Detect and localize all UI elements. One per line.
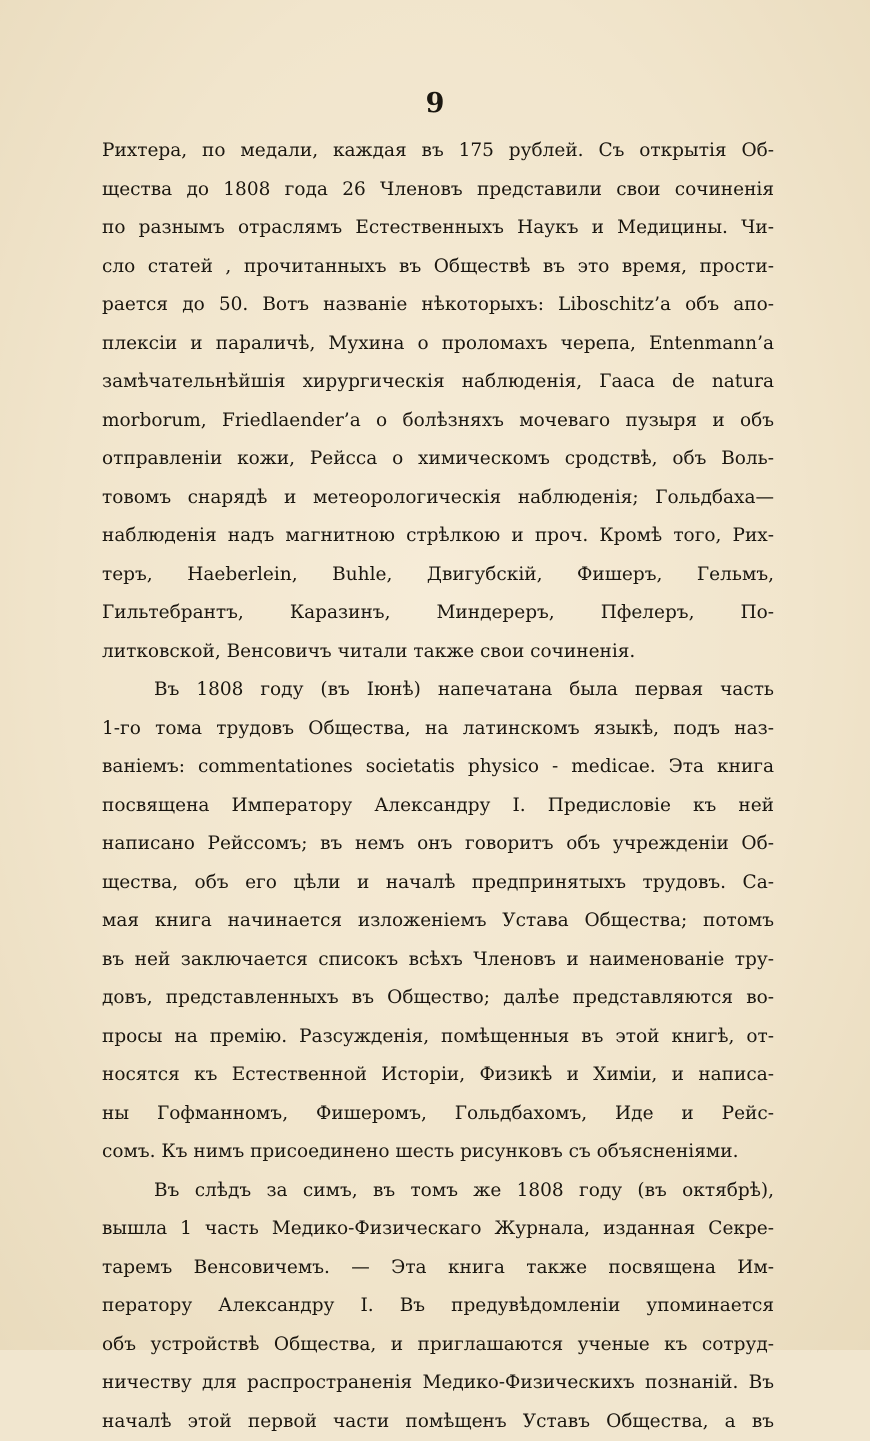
paragraph-start-line: Въ 1808 году (въ Іюнѣ) напечатана была первая часть [102,671,774,710]
paragraph-start-line: Въ слѣдъ за симъ, въ томъ же 1808 году (въ октябрѣ), [102,1172,774,1211]
text-line: сло статей , прочитанныхъ въ Обществѣ въ это время, прости- [102,248,774,287]
text-line: ны Гофманномъ, Фишеромъ, Гольдбахомъ, Иде и Рейс- [102,1095,774,1134]
text-line: щества до 1808 года 26 Членовъ представили свои сочиненія [102,171,774,210]
text-line: посвящена Императору Александру I. Предисловіе къ ней [102,787,774,826]
text-line: теръ, Haeberlein, Buhle, Двигубскій, Фишеръ, Гельмъ, [102,556,774,595]
text-line: въ ней заключается списокъ всѣхъ Членовъ и наименованіе тру- [102,941,774,980]
text-line: рается до 50. Вотъ названіе нѣкоторыхъ: Liboschitz’а объ апо- [102,286,774,325]
text-line: мая книга начинается изложеніемъ Устава Общества; потомъ [102,902,774,941]
text-line: ператору Александру I. Въ предувѣдомленіи упоминается [102,1287,774,1326]
text-line: просы на премію. Разсужденія, помѣщенныя въ этой книгѣ, от- [102,1018,774,1057]
text-line: ваніемъ: commentationes societatis physico - medicae. Эта книга [102,748,774,787]
text-line: носятся къ Естественной Исторіи, Физикѣ и Химіи, и написа- [102,1056,774,1095]
text-line: началѣ этой первой части помѣщенъ Уставъ Общества, а въ [102,1403,774,1441]
text-line: вышла 1 часть Медико-Физическаго Журнала, изданная Секре- [102,1210,774,1249]
text-line: товомъ снарядѣ и метеорологическія наблюденія; Гольдбаха— [102,479,774,518]
paragraph-end-line: сомъ. Къ нимъ присоединено шесть рисунковъ съ объясненіями. [102,1133,774,1172]
text-line: таремъ Венсовичемъ. — Эта книга также посвящена Им- [102,1249,774,1288]
text-line: отправленіи кожи, Рейсса о химическомъ сродствѣ, объ Воль- [102,440,774,479]
text-line: morborum, Friedlaender’а о болѣзняхъ мочеваго пузыря и объ [102,402,774,441]
text-line: замѣчательнѣйшія хирургическія наблюденія, Гааса de natura [102,363,774,402]
text-line: написано Рейссомъ; въ немъ онъ говоритъ объ учрежденіи Об- [102,825,774,864]
text-line: по разнымъ отраслямъ Естественныхъ Наукъ и Медицины. Чи- [102,209,774,248]
text-line: объ устройствѣ Общества, и приглашаются ученые къ сотруд- [102,1326,774,1365]
text-line: довъ, представленныхъ въ Общество; далѣе представляются во- [102,979,774,1018]
body-text [102,132,774,1441]
text-line: Рихтера, по медали, каждая въ 175 рублей. Съ открытія Об- [102,132,774,171]
text-line: Гильтебрантъ, Каразинъ, Миндереръ, Пфелеръ, По- [102,594,774,633]
text-line: 1-го тома трудовъ Общества, на латинскомъ языкѣ, подъ наз- [102,710,774,749]
text-line: наблюденія надъ магнитною стрѣлкою и проч. Кромѣ того, Рих- [102,517,774,556]
page-number: 9 [0,88,870,120]
text-line: плексіи и параличѣ, Мухина о проломахъ черепа, Entenmann’а [102,325,774,364]
paragraph-end-line: литковской, Венсовичъ читали также свои сочиненія. [102,633,774,672]
text-line: щества, объ его цѣли и началѣ предпринятыхъ трудовъ. Са- [102,864,774,903]
text-line: ничеству для распространенія Медико-Физическихъ познаній. Въ [102,1364,774,1403]
